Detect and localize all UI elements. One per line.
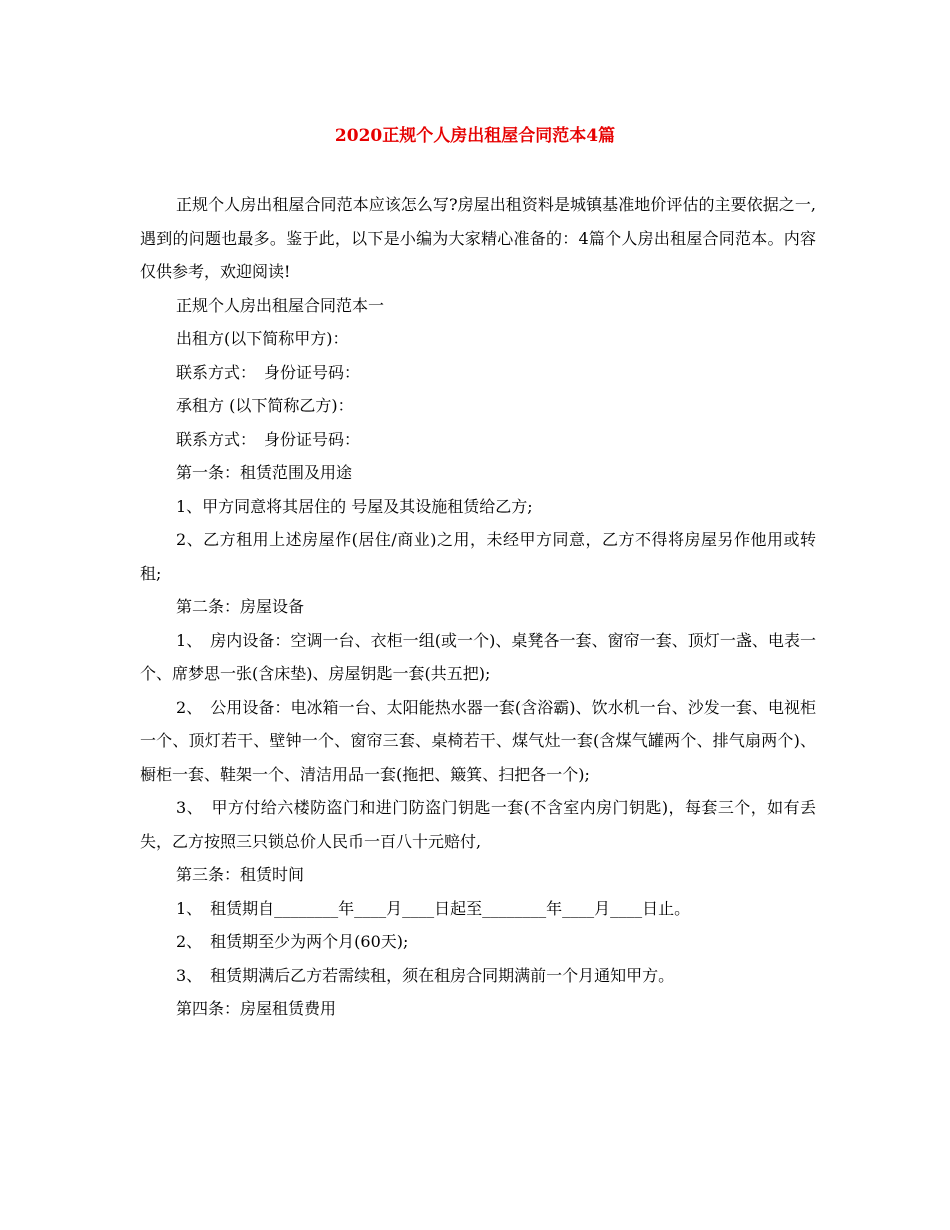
article-three-clause-3: 3、 租赁期满后乙方若需续租，须在租房合同期满前一个月通知甲方。 — [176, 965, 675, 985]
section-heading-contract-one: 正规个人房出租屋合同范本一 — [176, 295, 385, 315]
article-four-heading: 第四条：房屋租赁费用 — [176, 999, 337, 1018]
article-two-clause-1: 1、 房内设备：空调一台、衣柜一组(或一个)、桌凳各一套、窗帘一套、顶灯一盏、电表一个、席梦思一张(含床垫)、房屋钥匙一套(共五把); — [140, 630, 816, 683]
article-three-clause-2: 2、 租赁期至少为两个月(60天); — [176, 932, 409, 951]
lessee-line: 承租方 (以下简称乙方)： — [176, 396, 354, 415]
lessor-contact-line: 联系方式： 身份证号码： — [176, 362, 361, 382]
article-one-clause-2: 2、乙方租用上述房屋作(居住/商业)之用，未经甲方同意，乙方不得将房屋另作他用或转租; — [140, 530, 816, 583]
intro-paragraph: 正规个人房出租屋合同范本应该怎么写?房屋出租资料是城镇基准地价评估的主要依据之一,遇到的问题也最多。鉴于此，以下是小编为大家精心准备的：4篇个人房出租屋合同范本。内容仅供参考，欢迎阅读! — [140, 195, 816, 281]
article-three-clause-1: 1、 租赁期自________年____月____日起至________年____月____日止。 — [176, 898, 691, 918]
article-three-heading: 第三条：租赁时间 — [176, 865, 305, 884]
document-body — [140, 188, 816, 1026]
lessor-line: 出租方(以下简称甲方)： — [176, 329, 349, 348]
article-two-heading: 第二条：房屋设备 — [176, 597, 305, 616]
document-title: 2020正规个人房出租屋合同范本4篇 — [334, 126, 616, 146]
lessee-contact-line: 联系方式： 身份证号码： — [176, 429, 361, 449]
article-two-clause-2: 2、 公用设备：电冰箱一台、太阳能热水器一套(含浴霸)、饮水机一台、沙发一套、电视柜一个、顶灯若干、壁钟一个、窗帘三套、桌椅若干、煤气灶一套(含煤气罐两个、排气扇两个)、橱柜一套、鞋架一个、清洁用品一套(拖把、簸箕、扫把各一个); — [140, 697, 816, 784]
article-one-heading: 第一条：租赁范围及用途 — [176, 463, 353, 482]
article-one-clause-1: 1、甲方同意将其居住的 号屋及其设施租赁给乙方; — [176, 496, 533, 516]
article-two-clause-3: 3、 甲方付给六楼防盗门和进门防盗门钥匙一套(不含室内房门钥匙)，每套三个，如有丢失，乙方按照三只锁总价人民币一百八十元赔付, — [140, 798, 816, 851]
